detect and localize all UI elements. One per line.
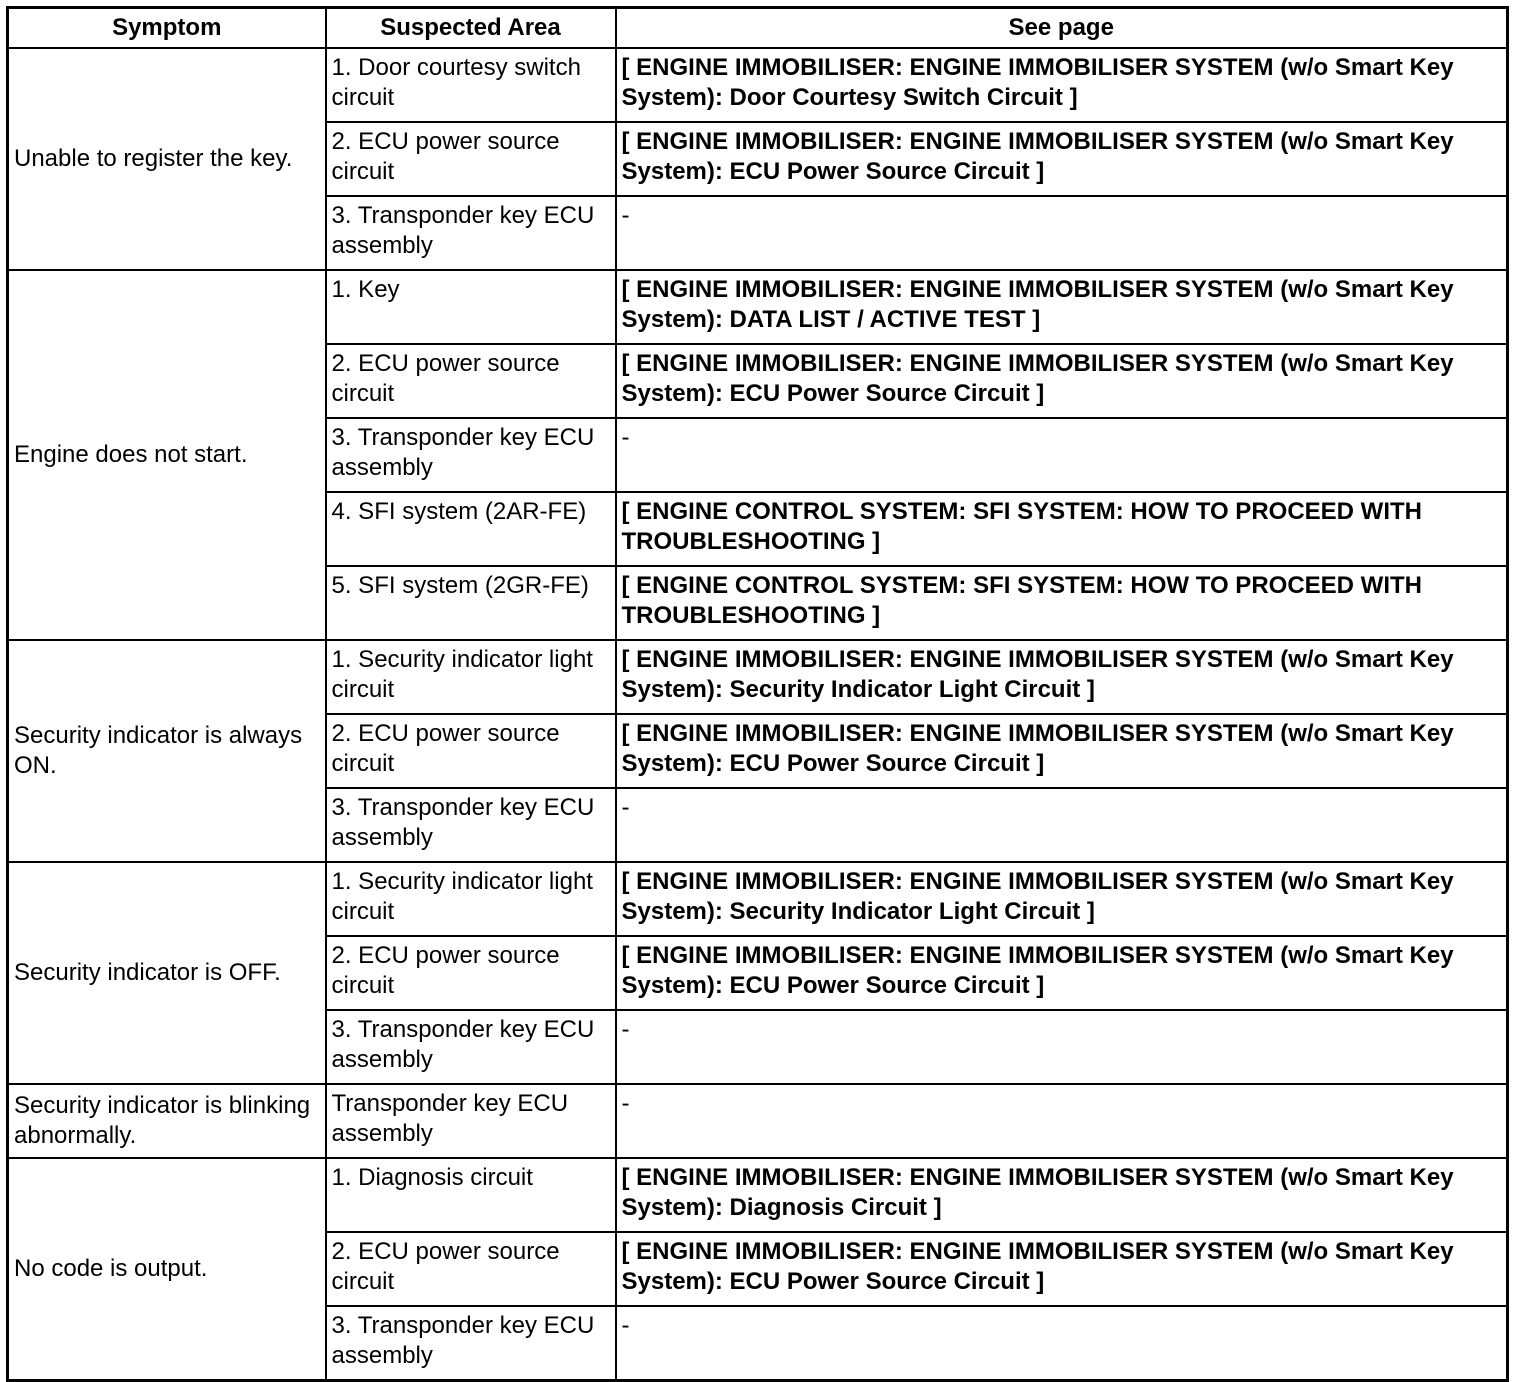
- suspected-area-cell: 1. Diagnosis circuit: [326, 1158, 616, 1232]
- see-page-cell: -: [616, 1084, 1508, 1158]
- suspected-area-cell: 2. ECU power source circuit: [326, 714, 616, 788]
- suspected-area-cell: 1. Security indicator light circuit: [326, 862, 616, 936]
- header-see-page: See page: [616, 8, 1508, 49]
- see-page-link[interactable]: [ ENGINE CONTROL SYSTEM: SFI SYSTEM: HOW TO PROCEED WITH TROUBLESHOOTING ]: [616, 566, 1508, 640]
- symptom-cell: Security indicator is OFF.: [8, 862, 326, 1084]
- see-page-link[interactable]: [ ENGINE IMMOBILISER: ENGINE IMMOBILISER SYSTEM (w/o Smart Key System): Security Indicator Light Circuit ]: [616, 640, 1508, 714]
- table-row: [8, 862, 1508, 936]
- table-row: [8, 1084, 1508, 1158]
- table-row: [8, 640, 1508, 714]
- suspected-area-cell: 3. Transponder key ECU assembly: [326, 418, 616, 492]
- suspected-area-cell: 2. ECU power source circuit: [326, 344, 616, 418]
- see-page-cell: -: [616, 788, 1508, 862]
- see-page-cell: -: [616, 1306, 1508, 1381]
- suspected-area-cell: 2. ECU power source circuit: [326, 936, 616, 1010]
- see-page-link[interactable]: [ ENGINE IMMOBILISER: ENGINE IMMOBILISER SYSTEM (w/o Smart Key System): Door Courtesy Switch Circuit ]: [616, 48, 1508, 122]
- see-page-link[interactable]: [ ENGINE IMMOBILISER: ENGINE IMMOBILISER SYSTEM (w/o Smart Key System): ECU Power Source Circuit ]: [616, 344, 1508, 418]
- see-page-cell: -: [616, 1010, 1508, 1084]
- see-page-link[interactable]: [ ENGINE IMMOBILISER: ENGINE IMMOBILISER SYSTEM (w/o Smart Key System): Security Indicator Light Circuit ]: [616, 862, 1508, 936]
- table-row: [8, 270, 1508, 344]
- suspected-area-cell: Transponder key ECU assembly: [326, 1084, 616, 1158]
- see-page-link[interactable]: [ ENGINE IMMOBILISER: ENGINE IMMOBILISER SYSTEM (w/o Smart Key System): DATA LIST / ACTIVE TEST ]: [616, 270, 1508, 344]
- suspected-area-cell: 3. Transponder key ECU assembly: [326, 1306, 616, 1381]
- suspected-area-cell: 3. Transponder key ECU assembly: [326, 196, 616, 270]
- table-row: [8, 1158, 1508, 1232]
- suspected-area-cell: 1. Door courtesy switch circuit: [326, 48, 616, 122]
- table-row: [8, 48, 1508, 122]
- see-page-link[interactable]: [ ENGINE IMMOBILISER: ENGINE IMMOBILISER SYSTEM (w/o Smart Key System): Diagnosis Circuit ]: [616, 1158, 1508, 1232]
- troubleshooting-table: [6, 6, 1509, 1382]
- see-page-link[interactable]: [ ENGINE IMMOBILISER: ENGINE IMMOBILISER SYSTEM (w/o Smart Key System): ECU Power Source Circuit ]: [616, 714, 1508, 788]
- see-page-link[interactable]: [ ENGINE IMMOBILISER: ENGINE IMMOBILISER SYSTEM (w/o Smart Key System): ECU Power Source Circuit ]: [616, 122, 1508, 196]
- header-row: [8, 8, 1508, 49]
- see-page-link[interactable]: [ ENGINE CONTROL SYSTEM: SFI SYSTEM: HOW TO PROCEED WITH TROUBLESHOOTING ]: [616, 492, 1508, 566]
- suspected-area-cell: 1. Security indicator light circuit: [326, 640, 616, 714]
- see-page-cell: -: [616, 418, 1508, 492]
- suspected-area-cell: 4. SFI system (2AR-FE): [326, 492, 616, 566]
- symptom-cell: Security indicator is always ON.: [8, 640, 326, 862]
- see-page-cell: -: [616, 196, 1508, 270]
- symptom-cell: Security indicator is blinking abnormally.: [8, 1084, 326, 1158]
- see-page-link[interactable]: [ ENGINE IMMOBILISER: ENGINE IMMOBILISER SYSTEM (w/o Smart Key System): ECU Power Source Circuit ]: [616, 936, 1508, 1010]
- header-suspected-area: Suspected Area: [326, 8, 616, 49]
- header-symptom: Symptom: [8, 8, 326, 49]
- table-body: [8, 48, 1508, 1381]
- see-page-link[interactable]: [ ENGINE IMMOBILISER: ENGINE IMMOBILISER SYSTEM (w/o Smart Key System): ECU Power Source Circuit ]: [616, 1232, 1508, 1306]
- suspected-area-cell: 3. Transponder key ECU assembly: [326, 1010, 616, 1084]
- symptom-cell: No code is output.: [8, 1158, 326, 1381]
- suspected-area-cell: 3. Transponder key ECU assembly: [326, 788, 616, 862]
- suspected-area-cell: 5. SFI system (2GR-FE): [326, 566, 616, 640]
- symptom-cell: Engine does not start.: [8, 270, 326, 640]
- symptom-cell: Unable to register the key.: [8, 48, 326, 270]
- suspected-area-cell: 2. ECU power source circuit: [326, 1232, 616, 1306]
- suspected-area-cell: 1. Key: [326, 270, 616, 344]
- suspected-area-cell: 2. ECU power source circuit: [326, 122, 616, 196]
